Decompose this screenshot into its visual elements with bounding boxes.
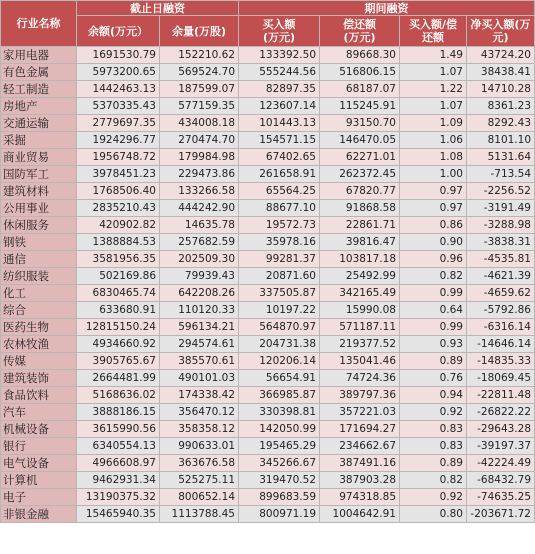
- cell-net-buy: -22811.48: [467, 387, 535, 404]
- cell-buy: 67402.65: [239, 149, 320, 166]
- cell-net-buy: -6316.14: [467, 319, 535, 336]
- cell-buy: 204731.38: [239, 336, 320, 353]
- cell-ratio: 0.92: [400, 404, 467, 421]
- cell-repay: 25492.99: [320, 268, 400, 285]
- cell-balance: 1768506.40: [77, 183, 160, 200]
- cell-repay: 39816.47: [320, 234, 400, 251]
- cell-net-buy: 8292.43: [467, 115, 535, 132]
- cell-balance: 1956748.72: [77, 149, 160, 166]
- cell-net-buy: -5792.86: [467, 302, 535, 319]
- cell-industry: 轻工制造: [1, 81, 77, 98]
- cell-volume: 79939.43: [160, 268, 239, 285]
- cell-repay: 219377.52: [320, 336, 400, 353]
- cell-ratio: 0.83: [400, 421, 467, 438]
- cell-ratio: 1.09: [400, 115, 467, 132]
- cell-buy: 330398.81: [239, 404, 320, 421]
- cell-industry: 交通运输: [1, 115, 77, 132]
- cell-net-buy: -3838.31: [467, 234, 535, 251]
- cell-ratio: 0.89: [400, 455, 467, 472]
- cell-buy: 564870.97: [239, 319, 320, 336]
- cell-volume: 174338.42: [160, 387, 239, 404]
- cell-net-buy: 8361.23: [467, 98, 535, 115]
- cell-net-buy: -4621.39: [467, 268, 535, 285]
- cell-repay: 387903.28: [320, 472, 400, 489]
- table-row: [1, 302, 535, 319]
- cell-volume: 990633.01: [160, 438, 239, 455]
- cell-industry: 机械设备: [1, 421, 77, 438]
- cell-industry: 房地产: [1, 98, 77, 115]
- cell-industry: 食品饮料: [1, 387, 77, 404]
- cell-repay: 135041.46: [320, 353, 400, 370]
- cell-balance: 1442463.13: [77, 81, 160, 98]
- cell-repay: 22861.71: [320, 217, 400, 234]
- cell-industry: 农林牧渔: [1, 336, 77, 353]
- cell-balance: 1924296.77: [77, 132, 160, 149]
- cell-ratio: 0.94: [400, 387, 467, 404]
- cell-buy: 366985.87: [239, 387, 320, 404]
- cell-buy: 123607.14: [239, 98, 320, 115]
- table-row: [1, 251, 535, 268]
- cell-industry: 通信: [1, 251, 77, 268]
- cell-volume: 577159.35: [160, 98, 239, 115]
- table-row: [1, 64, 535, 81]
- cell-volume: 270474.70: [160, 132, 239, 149]
- cell-net-buy: -14646.14: [467, 336, 535, 353]
- cell-repay: 62271.01: [320, 149, 400, 166]
- table-row: [1, 132, 535, 149]
- cell-volume: 152210.62: [160, 47, 239, 64]
- table-row: [1, 268, 535, 285]
- cell-buy: 142050.99: [239, 421, 320, 438]
- col-header-industry: 行业名称: [1, 1, 77, 47]
- cell-repay: 68187.07: [320, 81, 400, 98]
- cell-ratio: 1.22: [400, 81, 467, 98]
- cell-balance: 5973200.65: [77, 64, 160, 81]
- cell-ratio: 0.92: [400, 489, 467, 506]
- cell-net-buy: -203671.72: [467, 506, 535, 523]
- cell-volume: 294574.61: [160, 336, 239, 353]
- cell-buy: 82897.35: [239, 81, 320, 98]
- cell-net-buy: 5131.64: [467, 149, 535, 166]
- table-row: [1, 81, 535, 98]
- cell-net-buy: -14835.33: [467, 353, 535, 370]
- cell-net-buy: -29643.28: [467, 421, 535, 438]
- cell-buy: 337505.87: [239, 285, 320, 302]
- cell-ratio: 0.93: [400, 336, 467, 353]
- cell-buy: 120206.14: [239, 353, 320, 370]
- cell-net-buy: -713.54: [467, 166, 535, 183]
- table-row: [1, 319, 535, 336]
- cell-buy: 800971.19: [239, 506, 320, 523]
- cell-industry: 银行: [1, 438, 77, 455]
- cell-repay: 146470.05: [320, 132, 400, 149]
- cell-ratio: 0.83: [400, 438, 467, 455]
- header-row-columns: [1, 16, 535, 47]
- cell-repay: 89668.30: [320, 47, 400, 64]
- cell-balance: 502169.86: [77, 268, 160, 285]
- cell-balance: 3905765.67: [77, 353, 160, 370]
- cell-repay: 74724.36: [320, 370, 400, 387]
- cell-buy: 345266.67: [239, 455, 320, 472]
- cell-ratio: 0.64: [400, 302, 467, 319]
- col-header-ratio: 买入额/偿 还额: [400, 16, 467, 47]
- table-row: [1, 438, 535, 455]
- table-row: [1, 336, 535, 353]
- cell-balance: 12815150.24: [77, 319, 160, 336]
- cell-volume: 444242.90: [160, 200, 239, 217]
- cell-repay: 67820.77: [320, 183, 400, 200]
- cell-volume: 642208.26: [160, 285, 239, 302]
- cell-ratio: 1.06: [400, 132, 467, 149]
- col-group-end-of-day: 截止日融资: [77, 1, 239, 16]
- cell-ratio: 1.08: [400, 149, 467, 166]
- cell-ratio: 0.86: [400, 217, 467, 234]
- cell-repay: 974318.85: [320, 489, 400, 506]
- cell-industry: 汽车: [1, 404, 77, 421]
- cell-repay: 389797.36: [320, 387, 400, 404]
- cell-net-buy: 8101.10: [467, 132, 535, 149]
- cell-industry: 电子: [1, 489, 77, 506]
- cell-volume: 569524.70: [160, 64, 239, 81]
- cell-industry: 有色金属: [1, 64, 77, 81]
- cell-balance: 3581956.35: [77, 251, 160, 268]
- table-row: [1, 47, 535, 64]
- cell-ratio: 1.49: [400, 47, 467, 64]
- cell-volume: 358358.12: [160, 421, 239, 438]
- cell-volume: 363676.58: [160, 455, 239, 472]
- cell-buy: 10197.22: [239, 302, 320, 319]
- table-row: [1, 285, 535, 302]
- cell-industry: 建筑材料: [1, 183, 77, 200]
- cell-repay: 1004642.91: [320, 506, 400, 523]
- cell-net-buy: -2256.52: [467, 183, 535, 200]
- cell-net-buy: -26822.22: [467, 404, 535, 421]
- cell-balance: 13190375.32: [77, 489, 160, 506]
- cell-net-buy: -18069.45: [467, 370, 535, 387]
- cell-repay: 103817.18: [320, 251, 400, 268]
- cell-buy: 35978.16: [239, 234, 320, 251]
- table-row: [1, 506, 535, 523]
- cell-repay: 93150.70: [320, 115, 400, 132]
- cell-volume: 596134.21: [160, 319, 239, 336]
- table-row: [1, 183, 535, 200]
- cell-balance: 3888186.15: [77, 404, 160, 421]
- cell-balance: 4934660.92: [77, 336, 160, 353]
- cell-net-buy: -42224.49: [467, 455, 535, 472]
- table-row: [1, 472, 535, 489]
- cell-balance: 4966608.97: [77, 455, 160, 472]
- table-row: [1, 387, 535, 404]
- col-header-buy: 买入额 (万元): [239, 16, 320, 47]
- cell-balance: 2779697.35: [77, 115, 160, 132]
- cell-buy: 65564.25: [239, 183, 320, 200]
- cell-ratio: 0.76: [400, 370, 467, 387]
- cell-industry: 化工: [1, 285, 77, 302]
- cell-volume: 179984.98: [160, 149, 239, 166]
- cell-buy: 319470.52: [239, 472, 320, 489]
- cell-industry: 计算机: [1, 472, 77, 489]
- col-header-net-buy: 净买入额(万 元): [467, 16, 535, 47]
- cell-balance: 633680.91: [77, 302, 160, 319]
- table-row: [1, 149, 535, 166]
- cell-volume: 434008.18: [160, 115, 239, 132]
- cell-volume: 385570.61: [160, 353, 239, 370]
- cell-repay: 115245.91: [320, 98, 400, 115]
- cell-balance: 6340554.13: [77, 438, 160, 455]
- table-row: [1, 98, 535, 115]
- cell-balance: 6830465.74: [77, 285, 160, 302]
- cell-balance: 1388884.53: [77, 234, 160, 251]
- cell-net-buy: 43724.20: [467, 47, 535, 64]
- cell-ratio: 0.96: [400, 251, 467, 268]
- cell-net-buy: -39197.37: [467, 438, 535, 455]
- cell-industry: 商业贸易: [1, 149, 77, 166]
- cell-industry: 传媒: [1, 353, 77, 370]
- cell-repay: 357221.03: [320, 404, 400, 421]
- cell-volume: 1113788.45: [160, 506, 239, 523]
- cell-volume: 229473.86: [160, 166, 239, 183]
- cell-industry: 非银金融: [1, 506, 77, 523]
- cell-repay: 171694.27: [320, 421, 400, 438]
- cell-balance: 2664481.99: [77, 370, 160, 387]
- table-row: [1, 200, 535, 217]
- cell-ratio: 0.80: [400, 506, 467, 523]
- cell-ratio: 1.07: [400, 64, 467, 81]
- cell-repay: 91868.58: [320, 200, 400, 217]
- cell-balance: 3978451.23: [77, 166, 160, 183]
- table-row: [1, 115, 535, 132]
- col-group-period: 期间融资: [239, 1, 535, 16]
- cell-ratio: 0.99: [400, 285, 467, 302]
- cell-industry: 综合: [1, 302, 77, 319]
- table-row: [1, 217, 535, 234]
- cell-net-buy: -68432.79: [467, 472, 535, 489]
- cell-ratio: 0.82: [400, 472, 467, 489]
- table-row: [1, 353, 535, 370]
- cell-net-buy: 14710.28: [467, 81, 535, 98]
- cell-volume: 800652.14: [160, 489, 239, 506]
- cell-volume: 187599.07: [160, 81, 239, 98]
- cell-buy: 154571.15: [239, 132, 320, 149]
- cell-industry: 国防军工: [1, 166, 77, 183]
- cell-ratio: 0.90: [400, 234, 467, 251]
- cell-net-buy: -3191.49: [467, 200, 535, 217]
- cell-ratio: 0.97: [400, 183, 467, 200]
- cell-buy: 20871.60: [239, 268, 320, 285]
- cell-net-buy: -4659.62: [467, 285, 535, 302]
- cell-balance: 3615990.56: [77, 421, 160, 438]
- col-header-volume: 余量(万股): [160, 16, 239, 47]
- cell-volume: 202509.30: [160, 251, 239, 268]
- cell-volume: 525275.11: [160, 472, 239, 489]
- cell-balance: 2835210.43: [77, 200, 160, 217]
- cell-volume: 110120.33: [160, 302, 239, 319]
- table-row: [1, 370, 535, 387]
- cell-balance: 5370335.43: [77, 98, 160, 115]
- cell-volume: 356470.12: [160, 404, 239, 421]
- cell-net-buy: 38438.41: [467, 64, 535, 81]
- cell-industry: 公用事业: [1, 200, 77, 217]
- col-header-repay: 偿还额 (万元): [320, 16, 400, 47]
- table-row: [1, 404, 535, 421]
- table-row: [1, 234, 535, 251]
- cell-industry: 纺织服装: [1, 268, 77, 285]
- cell-buy: 555244.56: [239, 64, 320, 81]
- table-row: [1, 489, 535, 506]
- cell-industry: 医药生物: [1, 319, 77, 336]
- cell-repay: 516806.15: [320, 64, 400, 81]
- header-row-groups: [1, 1, 535, 16]
- cell-volume: 133266.58: [160, 183, 239, 200]
- table-row: [1, 421, 535, 438]
- cell-net-buy: -74635.25: [467, 489, 535, 506]
- cell-buy: 133392.50: [239, 47, 320, 64]
- cell-industry: 采掘: [1, 132, 77, 149]
- cell-buy: 899683.59: [239, 489, 320, 506]
- cell-balance: 5168636.02: [77, 387, 160, 404]
- cell-volume: 490101.03: [160, 370, 239, 387]
- cell-buy: 56654.91: [239, 370, 320, 387]
- cell-balance: 420902.82: [77, 217, 160, 234]
- cell-industry: 钢铁: [1, 234, 77, 251]
- cell-repay: 15990.08: [320, 302, 400, 319]
- cell-net-buy: -3288.98: [467, 217, 535, 234]
- cell-buy: 99281.37: [239, 251, 320, 268]
- cell-repay: 262372.45: [320, 166, 400, 183]
- table-row: [1, 166, 535, 183]
- cell-volume: 257682.59: [160, 234, 239, 251]
- cell-volume: 14635.78: [160, 217, 239, 234]
- cell-ratio: 0.99: [400, 319, 467, 336]
- cell-net-buy: -4535.81: [467, 251, 535, 268]
- cell-balance: 9462931.34: [77, 472, 160, 489]
- cell-buy: 261658.91: [239, 166, 320, 183]
- cell-industry: 电气设备: [1, 455, 77, 472]
- cell-buy: 19572.73: [239, 217, 320, 234]
- cell-ratio: 0.89: [400, 353, 467, 370]
- cell-buy: 195465.29: [239, 438, 320, 455]
- cell-repay: 571187.11: [320, 319, 400, 336]
- cell-buy: 101443.13: [239, 115, 320, 132]
- cell-industry: 家用电器: [1, 47, 77, 64]
- cell-industry: 休闲服务: [1, 217, 77, 234]
- cell-ratio: 1.07: [400, 98, 467, 115]
- cell-industry: 建筑装饰: [1, 370, 77, 387]
- cell-repay: 387491.16: [320, 455, 400, 472]
- cell-repay: 234662.67: [320, 438, 400, 455]
- cell-buy: 88677.10: [239, 200, 320, 217]
- cell-repay: 342165.49: [320, 285, 400, 302]
- cell-ratio: 0.82: [400, 268, 467, 285]
- cell-ratio: 0.97: [400, 200, 467, 217]
- table-row: [1, 455, 535, 472]
- cell-balance: 15465940.35: [77, 506, 160, 523]
- col-header-balance: 余额(万元）: [77, 16, 160, 47]
- cell-ratio: 1.00: [400, 166, 467, 183]
- cell-balance: 1691530.79: [77, 47, 160, 64]
